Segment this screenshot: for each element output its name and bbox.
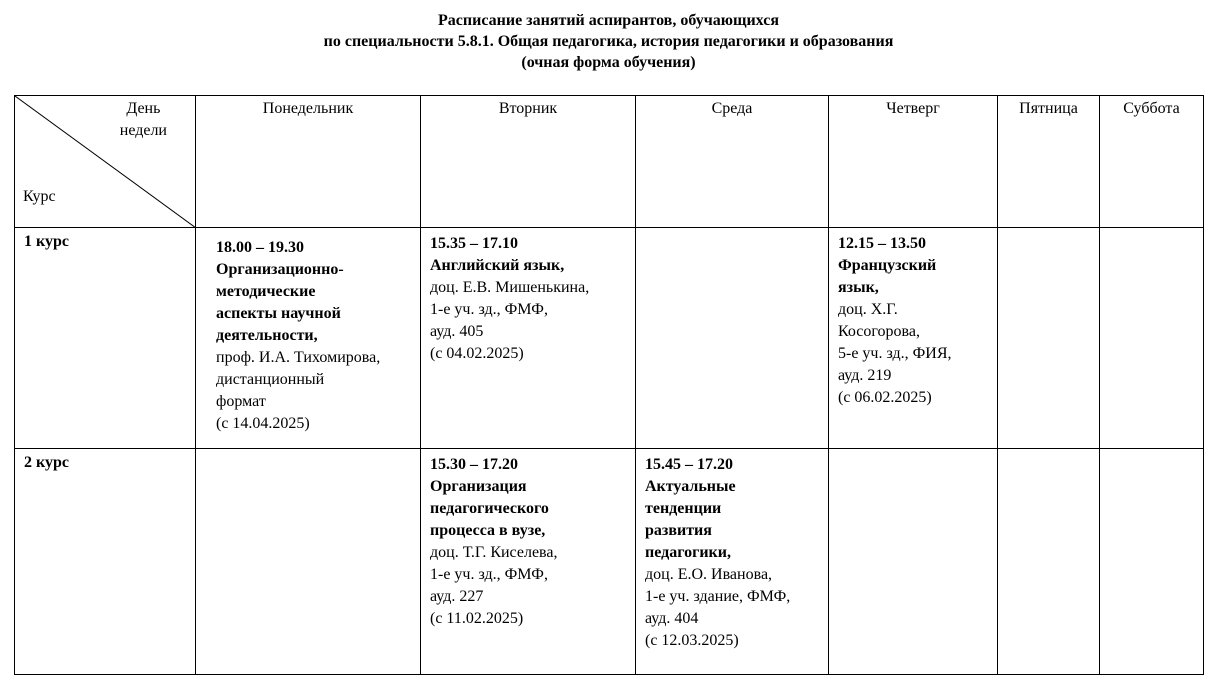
lesson-cell-wednesday-empty <box>636 228 829 449</box>
day-header-friday: Пятница <box>998 96 1100 228</box>
lesson-detail-line: доц. Е.В. Мишенькина, <box>430 279 590 296</box>
lesson-detail-line: Косогорова, <box>838 323 920 340</box>
lesson-cell-tuesday <box>421 449 636 675</box>
diagonal-divider <box>15 96 196 228</box>
lesson-detail-line: ауд. 227 <box>430 588 484 605</box>
title-line-3: (очная форма обучения) <box>521 54 696 71</box>
course-cell: 2 курс <box>15 449 196 675</box>
lesson-cell-saturday-empty <box>1100 449 1204 675</box>
lesson-cell-friday-empty <box>998 449 1100 675</box>
lesson-detail-line: доц. Т.Г. Киселева, <box>430 544 558 561</box>
lesson-detail-line: (с 06.02.2025) <box>838 389 932 406</box>
lesson-time: 18.00 – 19.30 <box>216 239 304 256</box>
lesson-detail-line: 1-е уч. зд., ФМФ, <box>430 301 548 318</box>
lesson-detail-line: доц. Х.Г. <box>838 301 898 318</box>
lesson-detail-line: 1-е уч. зд., ФМФ, <box>430 566 548 583</box>
lesson-subject-line: процесса в вузе, <box>430 522 546 539</box>
lesson-detail-line: (с 11.02.2025) <box>430 610 524 627</box>
course-row-1 <box>15 228 1204 449</box>
lesson-cell-monday-empty <box>196 449 421 675</box>
lesson-cell-monday <box>196 228 421 449</box>
lesson-cell-thursday-empty <box>829 449 998 675</box>
day-of-week-label: День недели <box>119 100 167 139</box>
lesson-time: 12.15 – 13.50 <box>838 235 926 252</box>
lesson-subject-line: аспекты научной <box>216 305 341 322</box>
lesson-cell-thursday <box>829 228 998 449</box>
day-header-saturday: Суббота <box>1100 96 1204 228</box>
day-header-thursday: Четверг <box>829 96 998 228</box>
lesson-cell-tuesday <box>421 228 636 449</box>
document-title <box>0 10 1217 73</box>
lesson-time: 15.45 – 17.20 <box>645 456 733 473</box>
header-row <box>15 96 1204 228</box>
lesson-detail-line: дистанционный <box>216 371 325 388</box>
title-line-1: Расписание занятий аспирантов, обучающихся <box>438 12 779 29</box>
lesson-detail-line: формат <box>216 393 266 410</box>
lesson-detail-line: 5-е уч. зд., ФИЯ, <box>838 345 952 362</box>
lesson-time: 15.35 – 17.10 <box>430 235 518 252</box>
schedule-table <box>14 95 1204 675</box>
lesson-detail-line: (с 04.02.2025) <box>430 345 524 362</box>
lesson-subject-line: Английский язык, <box>430 257 565 274</box>
lesson-subject-line: педагогического <box>430 500 549 517</box>
lesson-subject-line: Организационно- <box>216 261 344 278</box>
lesson-cell-saturday-empty <box>1100 228 1204 449</box>
course-label: Курс <box>23 188 56 205</box>
lesson-subject-line: деятельности, <box>216 327 318 344</box>
lesson-subject-line: методические <box>216 283 316 300</box>
day-header-monday: Понедельник <box>196 96 421 228</box>
day-header-tuesday: Вторник <box>421 96 636 228</box>
lesson-detail-line: ауд. 405 <box>430 323 484 340</box>
lesson-detail-line: 1-е уч. здание, ФМФ, <box>645 588 791 605</box>
lesson-subject-line: язык, <box>838 279 879 296</box>
lesson-detail-line: ауд. 404 <box>645 610 699 627</box>
lesson-detail-line: ауд. 219 <box>838 367 892 384</box>
lesson-detail-line: (с 14.04.2025) <box>216 415 310 432</box>
lesson-subject-line: тенденции <box>645 500 722 517</box>
lesson-cell-friday-empty <box>998 228 1100 449</box>
course-cell: 1 курс <box>15 228 196 449</box>
title-line-2: по специальности 5.8.1. Общая педагогика, история педагогики и образования <box>323 33 894 50</box>
lesson-subject-line: Организация <box>430 478 527 495</box>
corner-header-cell <box>15 96 196 228</box>
course-row-2 <box>15 449 1204 675</box>
lesson-subject-line: Актуальные <box>645 478 736 495</box>
lesson-detail-line: (с 12.03.2025) <box>645 632 739 649</box>
lesson-subject-line: Французский <box>838 257 937 274</box>
day-header-wednesday: Среда <box>636 96 829 228</box>
lesson-time: 15.30 – 17.20 <box>430 456 518 473</box>
lesson-cell-wednesday <box>636 449 829 675</box>
lesson-detail-line: проф. И.А. Тихомирова, <box>216 349 381 366</box>
lesson-detail-line: доц. Е.О. Иванова, <box>645 566 773 583</box>
lesson-subject-line: педагогики, <box>645 544 731 561</box>
lesson-subject-line: развития <box>645 522 712 539</box>
